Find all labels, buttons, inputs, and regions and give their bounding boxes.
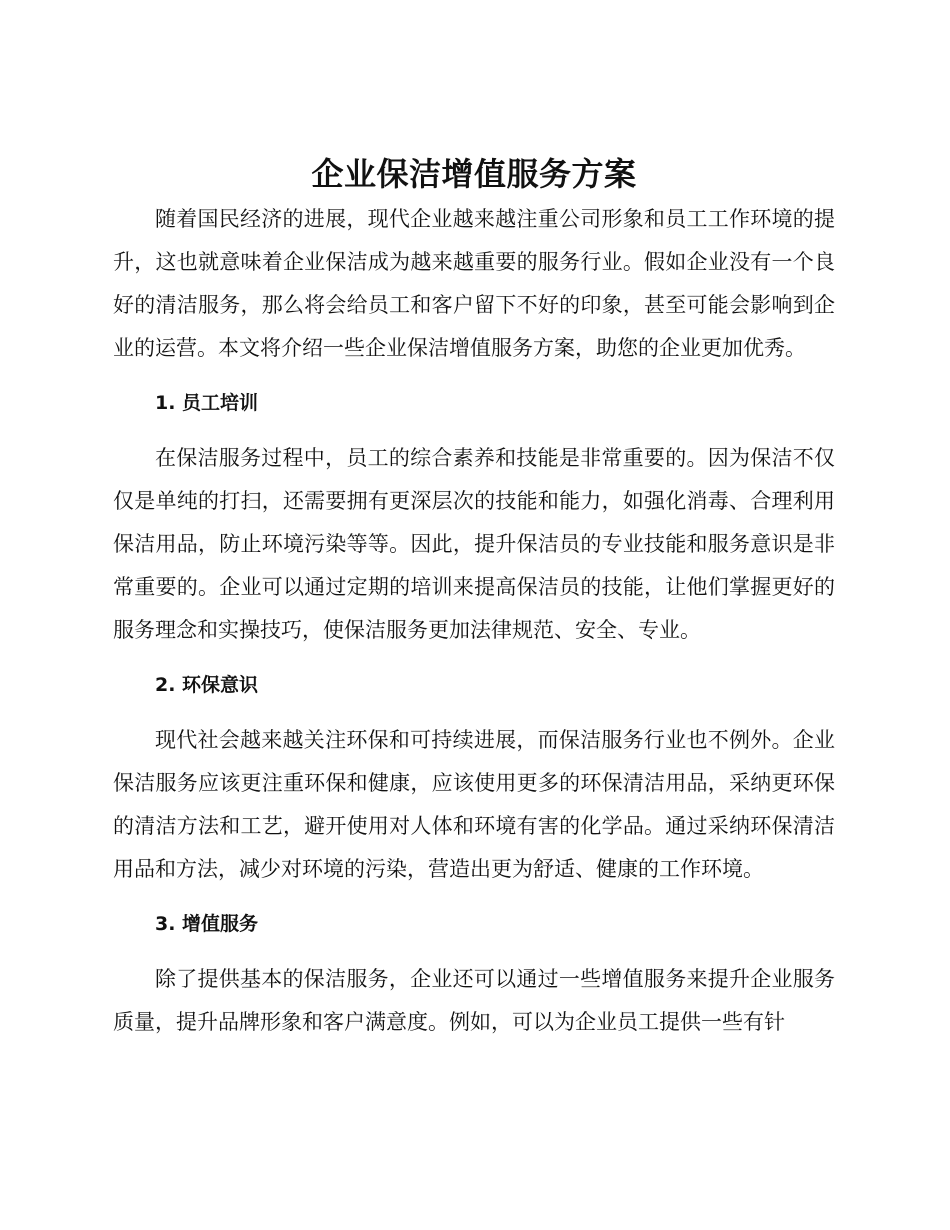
document-body	[113, 150, 835, 1044]
intro-paragraph: 随着国民经济的进展，现代企业越来越注重公司形象和员工工作环境的提升，这也就意味着企业保洁成为越来越重要的服务行业。假如企业没有一个良好的清洁服务，那么将会给员工和客户留下不好的印象，甚至可能会影响到企业的运营。本文将介绍一些企业保洁增值服务方案，助您的企业更加优秀。	[113, 207, 835, 360]
section-heading-training: 1. 员工培训	[155, 392, 259, 414]
section-body-training: 在保洁服务过程中，员工的综合素养和技能是非常重要的。因为保洁不仅仅是单纯的打扫，还需要拥有更深层次的技能和能力，如强化消毒、合理利用保洁用品，防止环境污染等等。因此，提升保洁员的专业技能和服务意识是非常重要的。企业可以通过定期的培训来提高保洁员的技能，让他们掌握更好的服务理念和实操技巧，使保洁服务更加法律规范、安全、专业。	[113, 446, 835, 642]
section-heading-environment: 2. 环保意识	[155, 674, 259, 696]
section-body-value-added: 除了提供基本的保洁服务，企业还可以通过一些增值服务来提升企业服务质量，提升品牌形象和客户满意度。例如，可以为企业员工提供一些有针	[113, 967, 835, 1034]
section-body-environment: 现代社会越来越关注环保和可持续进展，而保洁服务行业也不例外。企业保洁服务应该更注重环保和健康，应该使用更多的环保清洁用品，采纳更环保的清洁方法和工艺，避开使用对人体和环境有害的化学品。通过采纳环保清洁用品和方法，减少对环境的污染，营造出更为舒适、健康的工作环境。	[113, 728, 835, 881]
document-title: 企业保洁增值服务方案	[311, 155, 637, 193]
section-heading-value-added: 3. 增值服务	[155, 913, 259, 935]
